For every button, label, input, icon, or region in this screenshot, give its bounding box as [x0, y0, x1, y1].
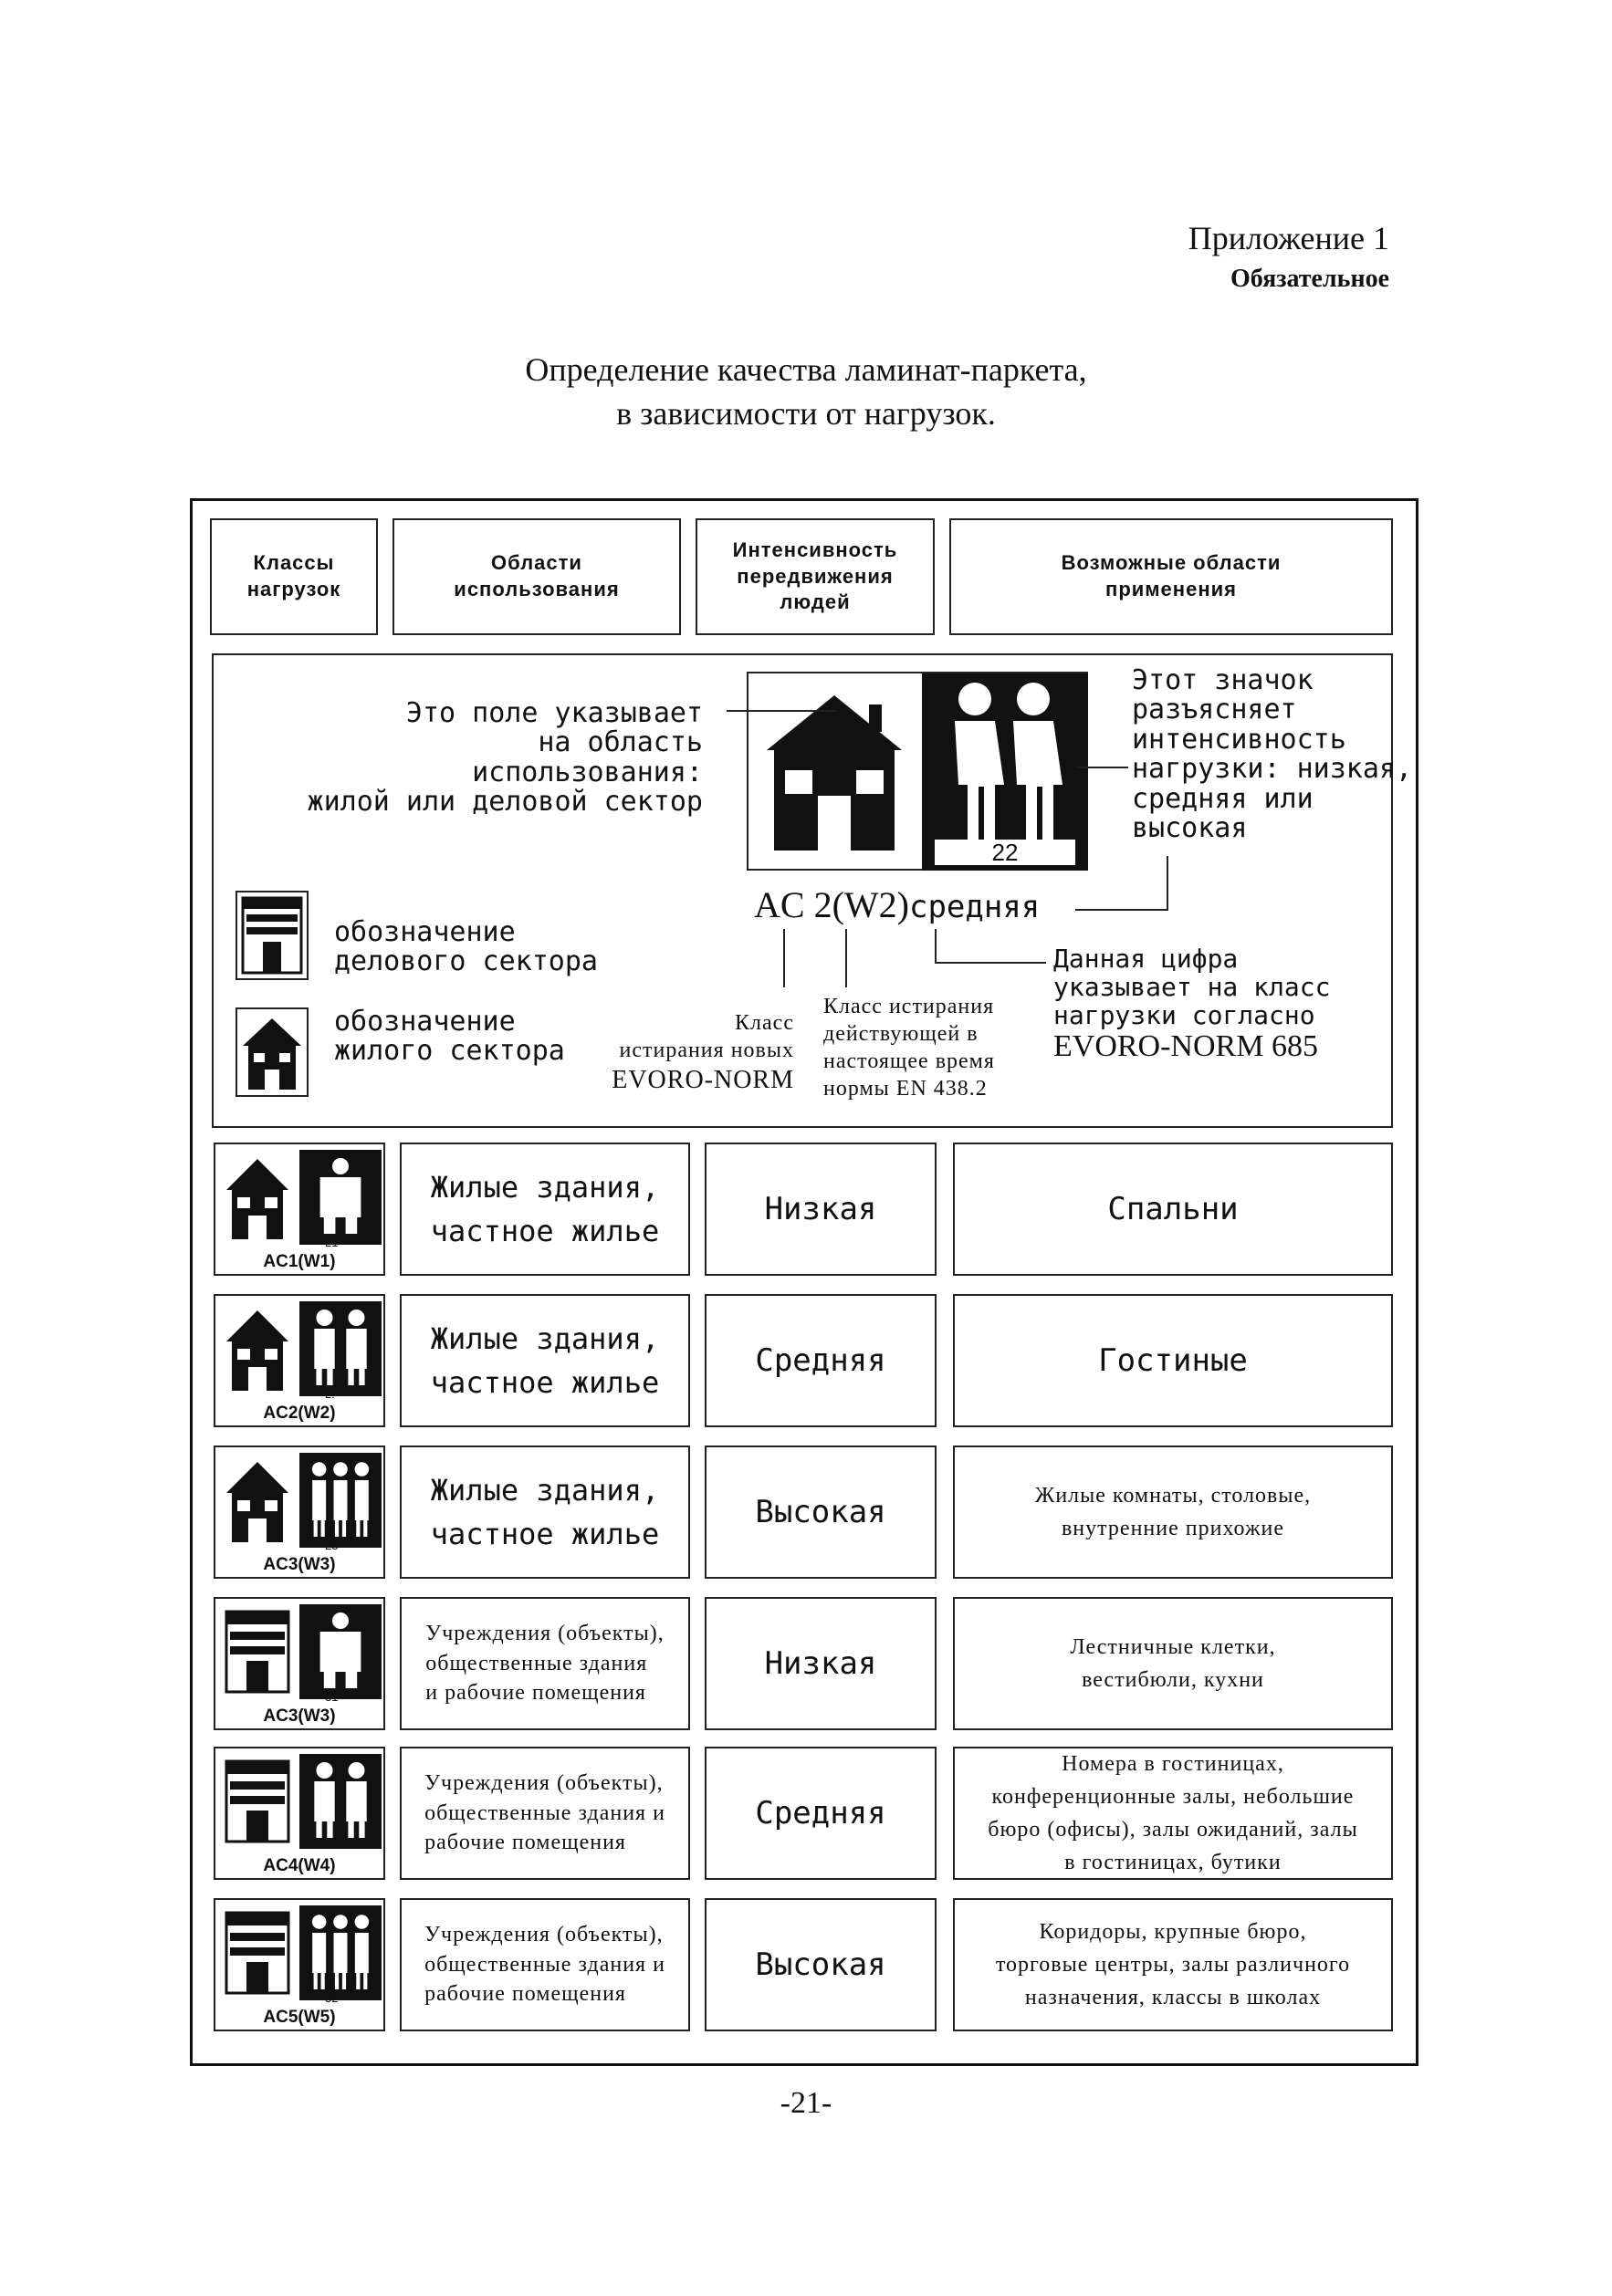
people-icon [299, 1150, 382, 1245]
business-building-icon [223, 1606, 292, 1702]
row-application-line: Жилые комнаты, столовые, [1034, 1484, 1312, 1508]
icon-connector-line [1077, 767, 1128, 768]
row-usage-area-text [425, 1619, 665, 1707]
digit-pointer [935, 929, 1046, 964]
document-title-line2: в зависимости от нагрузок. [616, 395, 996, 432]
digit-note-line: нагрузки согласно [1053, 999, 1315, 1030]
legend-icon-note-line: средняя или [1132, 782, 1314, 815]
residential-sector-label-line: обозначение [334, 1006, 516, 1038]
row-application-text [1098, 1342, 1248, 1379]
residential-sector-label [334, 1007, 565, 1067]
people-icon [299, 1604, 382, 1699]
row-usage-area [400, 1898, 690, 2031]
appendix-title: Приложение 1 [1188, 220, 1389, 256]
row-intensity: Низкая [705, 1597, 937, 1730]
row-usage-area-line: частное жилье [430, 1214, 660, 1248]
legend-field-note-line: на область [538, 726, 703, 759]
class-new-line: EVORO-NORM [612, 1066, 794, 1094]
row-usage-area-line: общественные здания и [424, 1800, 665, 1825]
sample-number-box: 22 [935, 840, 1075, 865]
legend-icon-note-line: Этот значок [1132, 664, 1314, 696]
row-usage-area-line: частное жилье [430, 1517, 660, 1551]
row-application-line: внутренние прихожие [1061, 1517, 1285, 1540]
class-current-line: нормы EN 438.2 [823, 1077, 988, 1101]
row-class-icon-cell [214, 1747, 385, 1880]
level-connector-vertical [1167, 856, 1168, 909]
residential-house-icon [761, 686, 907, 858]
row-number: 2. [325, 1387, 335, 1401]
row-usage-area-line: Жилые здания, [430, 1473, 660, 1508]
residential-house-icon [223, 1152, 292, 1247]
row-usage-area [400, 1143, 690, 1276]
row-usage-area [400, 1445, 690, 1579]
row-class-icon-cell [214, 1294, 385, 1427]
row-class-icon-cell [214, 1143, 385, 1276]
legend-field-note-line: использования: [472, 756, 703, 788]
people-icon [299, 1905, 382, 2000]
class-new-note [612, 1009, 794, 1096]
row-application [953, 1747, 1393, 1880]
row-application-text [1107, 1191, 1238, 1227]
row-class-code: AC1(W1) [263, 1252, 336, 1271]
row-usage-area-line: Жилые здания, [430, 1321, 660, 1356]
row-number: 32 [325, 1991, 339, 2005]
level-connector-line [1075, 909, 1168, 911]
header-usage-areas [393, 518, 681, 635]
row-intensity: Средняя [705, 1747, 937, 1880]
row-intensity: Высокая [705, 1445, 937, 1579]
row-usage-area-line: Учреждения (объекты), [424, 1771, 664, 1796]
sample-class-icon [747, 672, 1088, 871]
row-usage-area-text [431, 1317, 659, 1404]
row-application-line: конференционные залы, небольшие [991, 1785, 1355, 1809]
header-application-text: Возможные области применения [1061, 551, 1282, 600]
class-new-line: истирания новых [619, 1038, 794, 1062]
row-application-text [988, 1748, 1357, 1879]
row-usage-area-text [431, 1468, 659, 1556]
header-application [949, 518, 1393, 635]
row-application-text [1070, 1631, 1275, 1696]
row-usage-area-line: Жилые здания, [430, 1170, 660, 1205]
sample-level-text: средняя [908, 889, 1041, 925]
residential-sector-label-line: жилого сектора [334, 1035, 565, 1068]
field-connector-line [727, 710, 836, 712]
row-application-line: торговые центры, залы различного [995, 1953, 1351, 1977]
row-usage-area-line: Учреждения (объекты), [424, 1923, 664, 1947]
row-application-line: вестибюли, кухни [1082, 1668, 1264, 1692]
row-class-icon-cell [214, 1445, 385, 1579]
sample-code [754, 883, 1040, 926]
row-class-code: AC3(W3) [263, 1555, 336, 1574]
class-current-pointer [845, 929, 847, 987]
row-usage-area-line: частное жилье [430, 1365, 660, 1400]
row-number: 31 [325, 1690, 339, 1704]
digit-note-line: Данная цифра [1053, 944, 1239, 974]
row-application-text [1035, 1479, 1311, 1545]
people-icon [922, 673, 1088, 871]
row-application [953, 1294, 1393, 1427]
legend-icon-note-line: разъясняет [1132, 694, 1297, 726]
class-current-line: настоящее время [823, 1049, 995, 1073]
row-usage-area-line: общественные здания [425, 1651, 648, 1675]
class-current-line: действующей в [823, 1022, 979, 1046]
class-current-note [823, 993, 995, 1102]
header-intensity [696, 518, 935, 635]
row-application-line: назначения, классы в школах [1024, 1986, 1322, 2009]
legend-field-note-line: Это поле указывает [405, 697, 703, 729]
residential-house-icon [223, 1303, 292, 1399]
row-intensity: Средняя [705, 1294, 937, 1427]
people-icon [299, 1453, 382, 1548]
class-new-pointer [783, 929, 785, 987]
row-application [953, 1898, 1393, 2031]
header-load-classes [210, 518, 378, 635]
row-class-icon-cell [214, 1898, 385, 2031]
business-sector-label-line: обозначение [334, 916, 516, 948]
legend-icon-note-line: высокая [1132, 811, 1248, 844]
sample-code-text: AC 2(W2) [754, 884, 909, 925]
row-class-code: AC5(W5) [263, 2008, 336, 2027]
row-number: 23 [325, 1539, 339, 1552]
page-number: -21- [780, 2086, 832, 2120]
row-class-icon-cell [214, 1597, 385, 1730]
row-intensity: Высокая [705, 1898, 937, 2031]
row-number: 21 [325, 1236, 339, 1249]
header-usage-areas-text: Области использования [454, 551, 620, 600]
business-sector-label [334, 918, 598, 977]
residential-sector-icon [236, 1007, 309, 1097]
row-usage-area [400, 1597, 690, 1730]
row-usage-area-text [424, 1920, 665, 2009]
class-new-line: Класс [735, 1011, 794, 1035]
row-intensity: Низкая [705, 1143, 937, 1276]
row-class-code: AC4(W4) [263, 1856, 336, 1875]
row-application-line: Номера в гостиницах, [1062, 1752, 1284, 1776]
header-load-classes-text: Классы нагрузок [246, 551, 341, 600]
row-usage-area [400, 1294, 690, 1427]
header-intensity-text: Интенсивность передвижения людей [732, 538, 898, 614]
row-application-line: в гостиницах, бутики [1064, 1851, 1282, 1874]
row-usage-area-line: и рабочие помещения [425, 1681, 646, 1706]
business-sector-icon [236, 891, 309, 980]
document-title-line1: Определение качества ламинат-паркета, [525, 351, 1087, 388]
row-usage-area-line: общественные здания и [424, 1952, 665, 1977]
row-application-text [996, 1915, 1350, 2014]
row-application-line: Лестничные клетки, [1070, 1635, 1276, 1659]
legend-field-note-line: жилой или деловой сектор [307, 786, 703, 819]
legend-icon-note [1132, 666, 1412, 843]
legend-icon-note-line: интенсивность [1132, 723, 1346, 756]
row-application-line: Коридоры, крупные бюро, [1039, 1920, 1307, 1944]
row-application-line: Спальни [1107, 1191, 1239, 1227]
row-application [953, 1445, 1393, 1579]
row-usage-area-line: Учреждения (объекты), [425, 1622, 665, 1646]
row-usage-area-line: рабочие помещения [424, 1831, 626, 1855]
appendix-status: Обязательное [1230, 265, 1389, 293]
row-usage-area [400, 1747, 690, 1880]
class-current-line: Класс истирания [823, 995, 995, 1018]
row-application [953, 1143, 1393, 1276]
row-class-code: AC3(W3) [263, 1706, 336, 1726]
row-usage-area-text [424, 1769, 665, 1857]
row-application-line: бюро (офисы), залы ожиданий, залы [988, 1818, 1358, 1842]
row-application [953, 1597, 1393, 1730]
people-icon [299, 1301, 382, 1396]
legend-icon-note-line: нагрузки: низкая, [1132, 753, 1413, 786]
business-building-icon [223, 1907, 292, 2003]
row-class-code: AC2(W2) [263, 1404, 336, 1423]
row-usage-area-text [431, 1165, 659, 1253]
people-icon [299, 1754, 382, 1849]
row-usage-area-line: рабочие помещения [424, 1982, 626, 2007]
business-building-icon [223, 1756, 292, 1852]
business-sector-label-line: делового сектора [334, 945, 598, 978]
row-application-line: Гостиные [1098, 1342, 1248, 1379]
digit-note-line: указывает на класс [1053, 971, 1331, 1002]
legend-field-note [308, 699, 703, 818]
digit-note-line: EVORO-NORM 685 [1053, 1029, 1318, 1064]
residential-house-icon [223, 1455, 292, 1550]
digit-note [1053, 945, 1330, 1064]
